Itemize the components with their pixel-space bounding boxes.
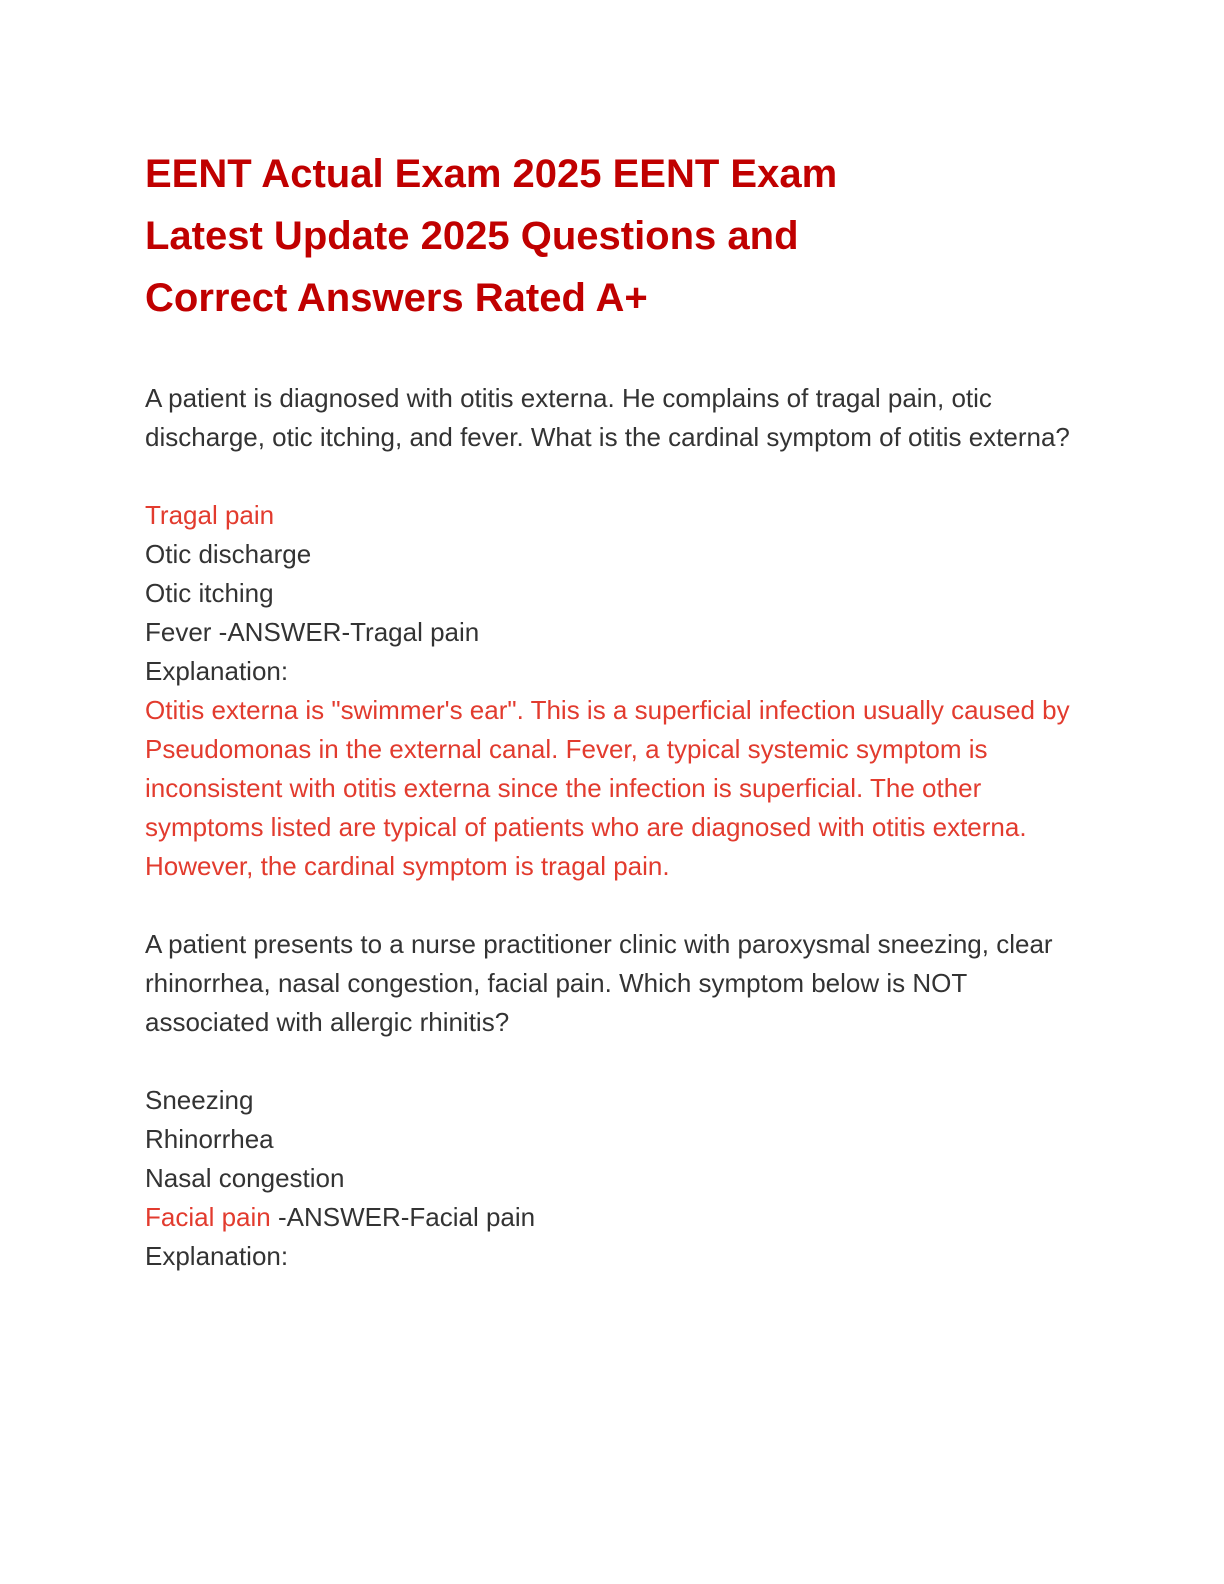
question-1-text: A patient is diagnosed with otitis externa. He complains of tragal pain, otic discharge, otic itching, and fever. What is the cardinal symptom of otitis externa? <box>145 383 1070 452</box>
document-title-line-3: Correct Answers Rated A+ <box>145 276 648 320</box>
blank-line <box>145 1042 1086 1081</box>
question-1-explanation-label: Explanation: <box>145 656 289 686</box>
question-2-text: A patient presents to a nurse practitioner clinic with paroxysmal sneezing, clear rhinorrhea, nasal congestion, facial pain. Which symptom below is NOT associated with allergic rhinitis? <box>145 929 1053 1037</box>
question-2-explanation-label: Explanation: <box>145 1241 289 1271</box>
question-1-options <box>145 496 1086 691</box>
document-title-line-1: EENT Actual Exam 2025 EENT Exam <box>145 152 838 196</box>
question-2-option-1: Sneezing <box>145 1085 254 1115</box>
blank-line <box>145 457 1086 496</box>
question-1-explanation: Otitis externa is "swimmer's ear". This is a superficial infection usually caused by Pseudomonas in the external canal. Fever, a typical systemic symptom is inconsistent with otitis externa since the infection is superficial. The other symptoms listed are typical of patients who are diagnosed with otitis externa. However, the cardinal symptom is tragal pain. <box>145 695 1070 881</box>
question-1-option-4-answer: Fever -ANSWER-Tragal pain <box>145 617 480 647</box>
document-title-line-2: Latest Update 2025 Questions and <box>145 214 799 258</box>
question-2-option-3: Nasal congestion <box>145 1163 345 1193</box>
question-2-answer-rest: -ANSWER-Facial pain <box>270 1202 536 1232</box>
blank-line <box>145 886 1086 925</box>
question-2-option-4-answer <box>145 1198 1086 1237</box>
question-2-option-2: Rhinorrhea <box>145 1124 274 1154</box>
question-2-answer-highlight: Facial pain <box>145 1202 271 1232</box>
question-2-options <box>145 1081 1086 1276</box>
question-1-option-2: Otic discharge <box>145 539 312 569</box>
question-1-option-1: Tragal pain <box>145 500 275 530</box>
document-title <box>145 143 1086 329</box>
question-1-option-3: Otic itching <box>145 578 274 608</box>
